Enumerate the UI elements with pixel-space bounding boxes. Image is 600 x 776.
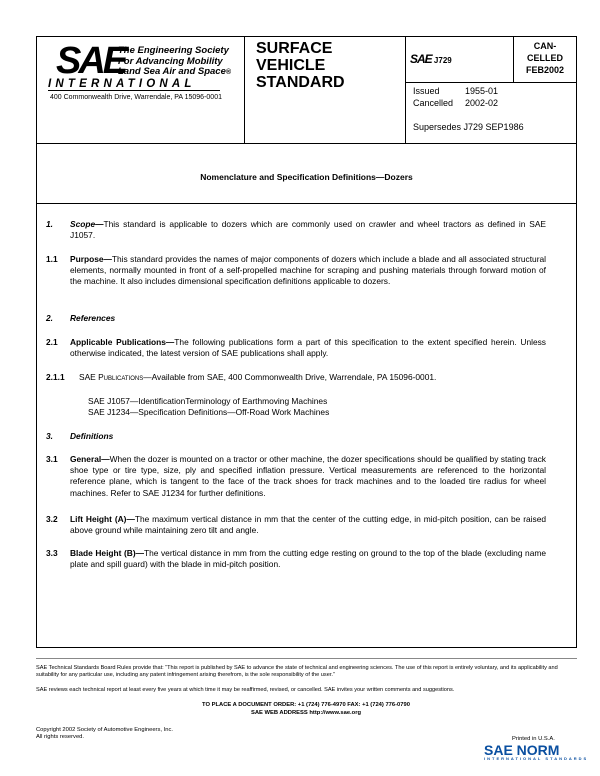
divider (513, 36, 514, 82)
divider (48, 90, 220, 91)
supersedes-note: Supersedes J729 SEP1986 (413, 122, 524, 132)
section-2-1-1: 2.1.1 SAE Publications—Available from SAE, 400 Commonwealth Drive, Warrendale, PA 15096-0001. (46, 372, 437, 382)
society-tagline: The Engineering Society For Advancing Mobility Land Sea Air and Space® (118, 45, 232, 77)
footer-divider (36, 658, 577, 659)
divider (36, 203, 577, 204)
section-3-3: 3.3 Blade Height (B)—The vertical distance in mm from the cutting edge resting on ground to the top of the blade (excluding name plate and spill guard) with the blade in mid-pitch position. (46, 548, 546, 570)
address: 400 Commonwealth Drive, Warrendale, PA 15096-0001 (50, 94, 222, 101)
divider (405, 36, 406, 143)
section-3-1: 3.1 General—When the dozer is mounted on a tractor or other machine, the dozer specifications should be qualified by stating track shoe type or tire type, size, ply and specified inflation pressure. Vertical measurements are referenced to the horizontal reference plane, which is tangent to the face of the track shoes for track machines and to the loaded tire radius for wheel machines. Refer to SAE J1234 for further definitions. (46, 454, 546, 498)
divider (244, 36, 245, 143)
footer-review: SAE reviews each technical report at least every five years at which time it may be reaffirmed, revised, or cancelled. SAE invites your written comments and suggestions. (36, 687, 455, 693)
printed-note: Printed in U.S.A. (512, 736, 555, 742)
document-number: SAE J729 (410, 52, 452, 66)
reference-item: SAE J1057—IdentificationTerminology of Earthmoving Machines (88, 396, 328, 406)
divider (405, 82, 577, 83)
section-2: 2. References (46, 313, 116, 323)
reference-list (88, 396, 488, 418)
section-1: 1. Scope—This standard is applicable to dozers which are commonly used on crawler and wheel tractors as defined in SAE J1057. (46, 219, 546, 241)
sae-norm-logo: SAE NORM INTERNATIONAL STANDARDS (484, 742, 589, 761)
document-title: Nomenclature and Specification Definitions—Dozers (200, 172, 413, 182)
section-1-1: 1.1 Purpose—This standard provides the names of major components of dozers which include a blade and all associated structural elements, normally mounted in front of a self-propelled machine for scraping and pushing materials through forward motion of the machine. It also includes dimensional specification definitions applicable to dozers. (46, 254, 546, 287)
section-3-2: 3.2 Lift Height (A)—The maximum vertical distance in mm that the center of the cutting edge, in mid-pitch position, can be raised above ground while maintaining zero tilt and angle. (46, 514, 547, 536)
standard-type: SURFACE VEHICLE STANDARD (256, 40, 345, 91)
section-2-1: 2.1 Applicable Publications—The following publications form a part of this specification to the extent specified herein. Unless otherwise indicated, the latest version of SAE publications shall apply. (46, 337, 546, 359)
divider (36, 143, 577, 144)
reference-item: SAE J1234—Specification Definitions—Off-Road Work Machines (88, 407, 330, 418)
footer-rules: SAE Technical Standards Board Rules provide that: “This report is published by SAE to advance the state of technical and engineering sciences. The use of this report is entirely voluntary, and its applicability and suitability for any particular use, including any patent infringement arising therefrom, is the sole responsibility of the user.” (36, 665, 558, 678)
status-badge: CAN- CELLED FEB2002 (525, 41, 565, 75)
order-info: TO PLACE A DOCUMENT ORDER: +1 (724) 776-4970 FAX: +1 (724) 776-0790 SAE WEB ADDRESS http://www.sae.org (202, 702, 410, 716)
copyright: Copyright 2002 Society of Automotive Engineers, Inc. All rights reserved. (36, 727, 173, 740)
section-3: 3. Definitions (46, 431, 114, 441)
issue-dates: Issued 1955-01 Cancelled 2002-02 (413, 86, 499, 108)
international-label: INTERNATIONAL (48, 78, 196, 90)
sae-logo: SAE (56, 40, 126, 82)
